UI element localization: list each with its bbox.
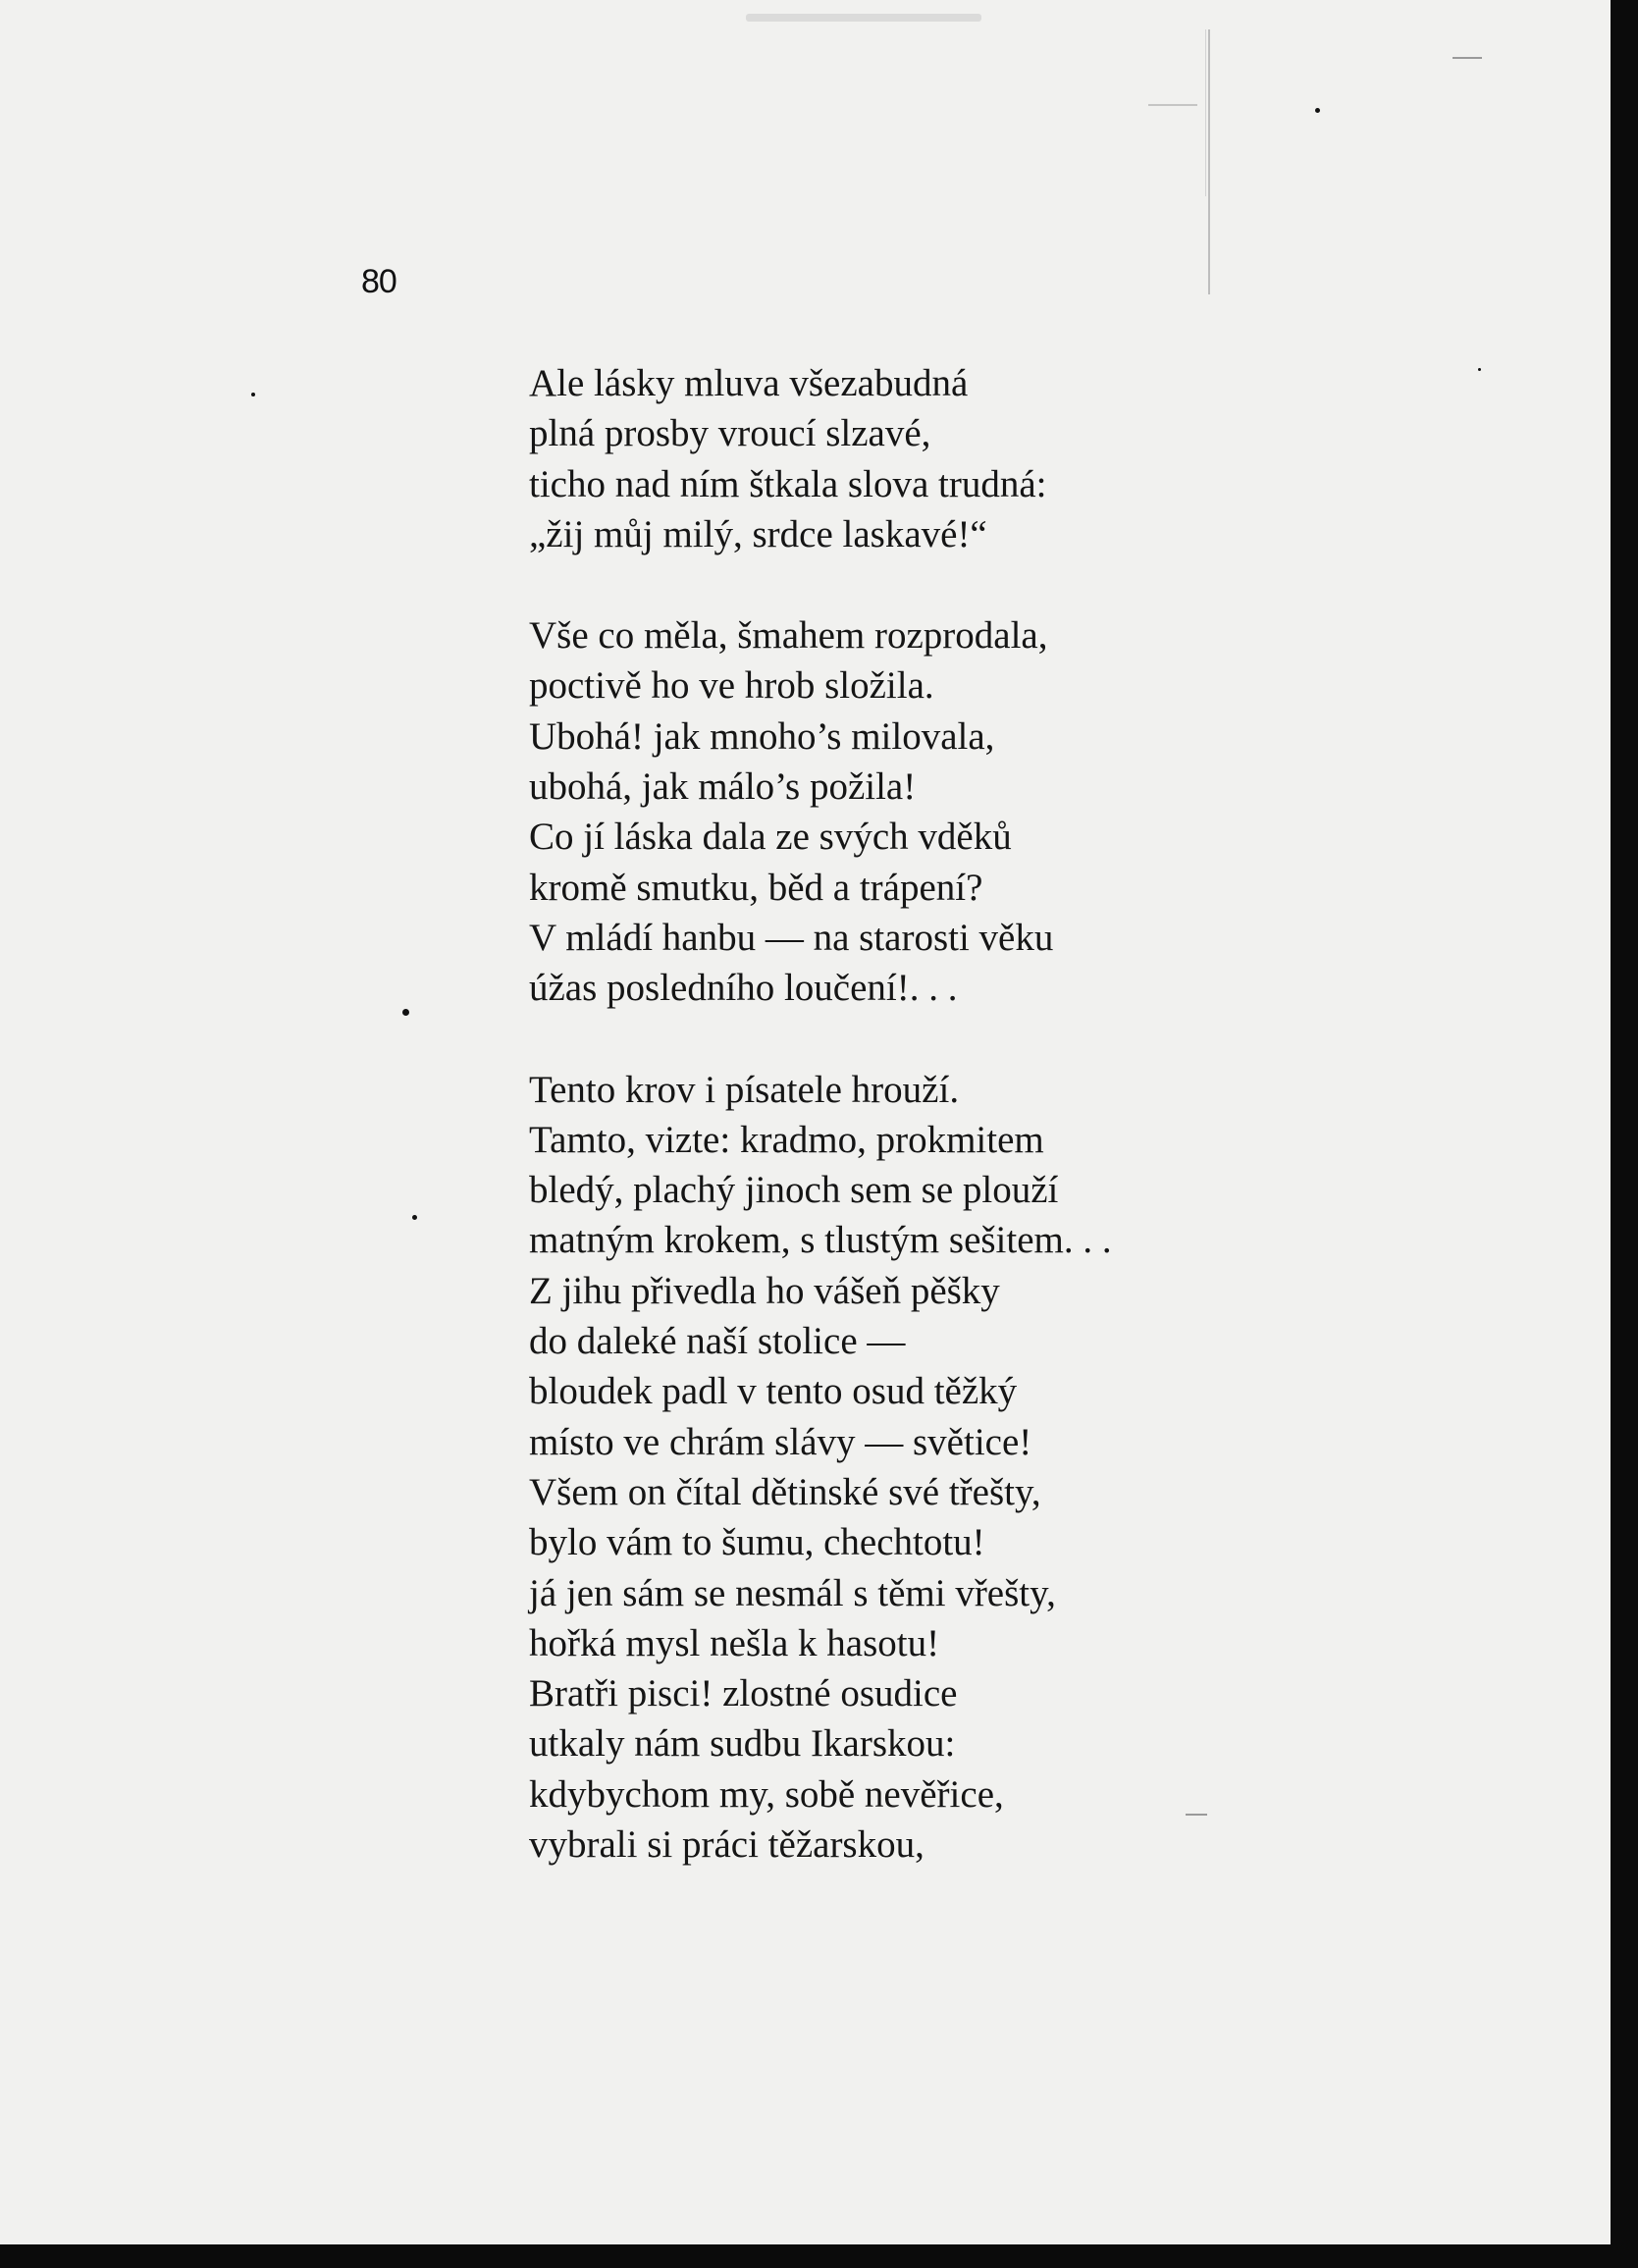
ink-speck: [1478, 368, 1481, 371]
poem-line: Co jí láska dala ze svých vděků: [529, 816, 1012, 859]
poem-line: do daleké naší stolice —: [529, 1320, 906, 1363]
poem-line: Vše co měla, šmahem rozprodala,: [529, 614, 1048, 658]
poem-line: bloudek padl v tento osud těžký: [529, 1370, 1018, 1413]
page-edge-line-secondary: [1205, 29, 1206, 196]
poem-line: kromě smutku, běd a trápení?: [529, 866, 983, 909]
scan-mark: [1148, 104, 1197, 106]
poem-line: Bratři pisci! zlostné osudice: [529, 1672, 958, 1715]
page-edge-line: [1208, 29, 1210, 294]
poem-line: úžas posledního loučení!. . .: [529, 967, 958, 1010]
ink-speck: [402, 1009, 409, 1016]
poem-line: ubohá, jak málo’s požila!: [529, 765, 917, 809]
ink-speck: [251, 393, 255, 396]
poem-line: Tento krov i písatele hrouží.: [529, 1068, 960, 1111]
poem-line: plná prosby vroucí slzavé,: [529, 412, 931, 455]
poem-line: „žij můj milý, srdce laskavé!“: [529, 512, 987, 555]
poem-line: utkaly nám sudbu Ikarskou:: [529, 1722, 956, 1766]
stanza: [529, 610, 1112, 1013]
poem-line: bledý, plachý jinoch sem se plouží: [529, 1169, 1059, 1212]
poem-line: Všem on čítal dětinské své třešty,: [529, 1470, 1041, 1513]
poem-line: Z jihu přivedla ho vášeň pěšky: [529, 1269, 1000, 1312]
poem-line: bylo vám to šumu, chechtotu!: [529, 1521, 985, 1564]
poem-line: ticho nad ním štkala slova trudná:: [529, 462, 1047, 505]
ink-speck: [1315, 108, 1320, 113]
poem-line: vybrali si práci těžarskou,: [529, 1823, 925, 1867]
poem-line: já jen sám se nesmál s těmi vřešty,: [529, 1571, 1056, 1614]
page-number: 80: [361, 263, 396, 300]
scan-mark: [1453, 57, 1482, 59]
poem-line: hořká mysl nešla k hasotu!: [529, 1621, 940, 1664]
poem-line: kdybychom my, sobě nevěřice,: [529, 1772, 1004, 1816]
scan-smudge: [746, 14, 981, 22]
poem-line: Ale lásky mluva všezabudná: [529, 362, 969, 404]
poem-line: V mládí hanbu — na starosti věku: [529, 916, 1054, 959]
stanza: [529, 358, 1112, 559]
poem-line: poctivě ho ve hrob složila.: [529, 664, 934, 708]
poem-text: [529, 358, 1112, 1870]
poem-line: Tamto, vizte: kradmo, prokmitem: [529, 1118, 1044, 1161]
ink-speck: [412, 1215, 417, 1220]
poem-line: místo ve chrám slávy — světice!: [529, 1420, 1032, 1463]
poem-line: matným krokem, s tlustým sešitem. . .: [529, 1219, 1112, 1262]
scan-mark: [1186, 1814, 1207, 1816]
poem-line: Ubohá! jak mnoho’s milovala,: [529, 714, 995, 758]
stanza: [529, 1065, 1112, 1871]
